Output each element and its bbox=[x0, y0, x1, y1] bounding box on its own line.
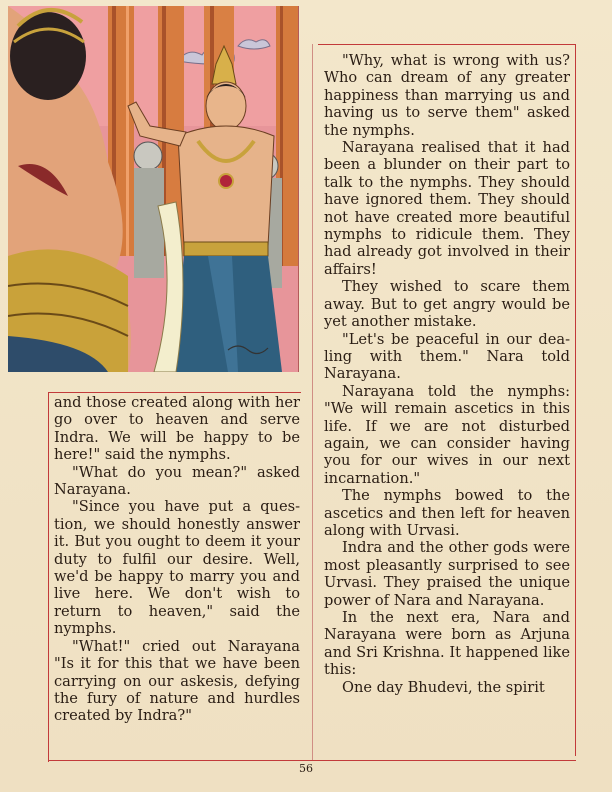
paragraph: The nymphs bowed to the ascetics and then left for heaven along with Urvasi. bbox=[324, 487, 570, 539]
paragraph: "Since you have put a ques-tion, we should honestly answer it. But you ought to deem it your duty to fulfil our desire. Well, we'd be happy to marry you and live here. We don't wish to return to heaven," said the nymphs. bbox=[54, 498, 300, 638]
paragraph: One day Bhudevi, the spirit bbox=[342, 678, 545, 696]
left-column bbox=[54, 394, 300, 725]
painting-icon bbox=[8, 6, 298, 372]
rule-left-top bbox=[48, 392, 301, 393]
rule-left bbox=[48, 392, 49, 762]
column-divider bbox=[312, 44, 313, 760]
paragraph: Indra and the other gods were most pleasantly surprised to see Urvasi. They praised the unique power of Nara and Narayana. bbox=[324, 539, 570, 609]
rule-bottom bbox=[48, 760, 576, 761]
paragraph: Narayana realised that it had been a blunder on their part to talk to the nymphs. They should have ignored them. They should not have created more beautiful nymphs to ridicule them. They had already got involved in their affairs! bbox=[324, 139, 570, 278]
paragraph: Narayana told the nymphs: "We will remain ascetics in this life. If we are not disturbed again, we can consider having you for our wives in our next incarnation." bbox=[324, 382, 570, 487]
story-illustration bbox=[8, 6, 299, 372]
paragraph: "Let's be peaceful in our dea-ling with them." Nara told Narayana. bbox=[324, 330, 570, 383]
paragraph: and those created along with her go over to heaven and serve Indra. We will be happy to be here!" said the nymphs. bbox=[54, 394, 300, 464]
page-number: 56 bbox=[299, 762, 313, 775]
paragraph: "Why, what is wrong with us? Who can dream of any greater happiness than marrying us and having us to serve them" asked the nymphs. bbox=[324, 52, 570, 139]
paragraph: In the next era, Nara and Narayana were born as Arjuna and Sri Krishna. It happened like this: bbox=[324, 609, 570, 679]
paragraph: "What!" cried out Narayana "Is it for this that we have been carrying on our askesis, defying the fury of nature and hurdles created by Indra?" bbox=[54, 637, 300, 725]
rule-right bbox=[575, 44, 576, 756]
right-column bbox=[324, 52, 570, 696]
rule-top-right bbox=[318, 44, 576, 45]
paragraph: "What do you mean?" asked Narayana. bbox=[54, 463, 300, 499]
paragraph: They wished to scare them away. But to get angry would be yet another mistake. bbox=[324, 278, 570, 331]
